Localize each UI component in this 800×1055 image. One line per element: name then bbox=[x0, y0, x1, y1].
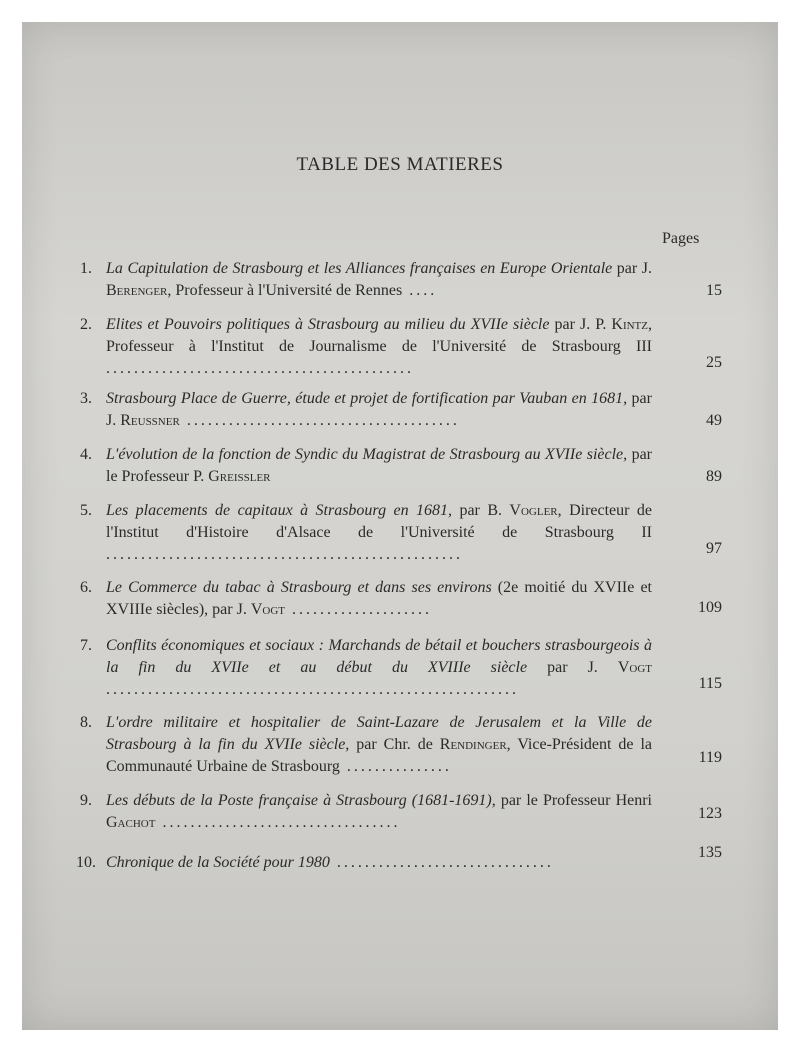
entry-number: 2. bbox=[80, 316, 92, 333]
entry-author: Berenger bbox=[106, 282, 168, 299]
pages-column-label: Pages bbox=[662, 230, 700, 247]
entry-byline: par J. bbox=[106, 390, 652, 429]
toc-entry-7 bbox=[80, 635, 652, 701]
entry-title: Le Commerce du tabac à Strasbourg et dans ses environs bbox=[106, 579, 492, 596]
entry-text bbox=[106, 635, 652, 701]
entry-text bbox=[106, 258, 652, 302]
entry-text bbox=[106, 852, 652, 874]
entry-number: 7. bbox=[80, 637, 92, 654]
toc-entry-4 bbox=[80, 444, 652, 488]
entry-byline: par B. bbox=[452, 502, 510, 519]
toc-entry-6 bbox=[80, 577, 652, 621]
entry-byline: par le Professeur P. bbox=[106, 446, 652, 485]
entry-page-number-10: 135 bbox=[698, 844, 722, 861]
entry-text bbox=[106, 444, 652, 488]
entry-title: Strasbourg Place de Guerre, étude et projet de fortification par Vauban en 1681, bbox=[106, 390, 628, 407]
entry-text bbox=[106, 500, 652, 566]
entry-byline: par J. bbox=[527, 659, 618, 676]
entry-page-number-4: 89 bbox=[706, 468, 722, 485]
entry-byline: par J. bbox=[612, 260, 653, 277]
entry-page-number-8: 119 bbox=[698, 749, 722, 766]
entry-number: 8. bbox=[80, 714, 92, 731]
entry-number: 1. bbox=[80, 260, 92, 277]
entry-text bbox=[106, 314, 652, 380]
entry-title: La Capitulation de Strasbourg et les Alliances françaises en Europe Orientale bbox=[106, 260, 613, 277]
entry-text bbox=[106, 388, 652, 432]
entry-page-number-2: 25 bbox=[706, 354, 722, 371]
entry-leader-dots: .................... bbox=[285, 601, 432, 618]
entry-leader-dots: ....................................... bbox=[179, 412, 460, 429]
entry-title: Les débuts de la Poste française à Strasbourg (1681-1691), bbox=[106, 792, 496, 809]
entry-number: 10. bbox=[76, 854, 96, 871]
book-page bbox=[22, 22, 778, 1030]
entry-number: 3. bbox=[80, 390, 92, 407]
entry-author: Vogler bbox=[509, 502, 558, 519]
entry-page-number-9: 123 bbox=[698, 805, 722, 822]
toc-entry-1 bbox=[80, 258, 652, 302]
entry-text bbox=[106, 790, 652, 834]
entry-leader-dots: ............................................ bbox=[106, 360, 414, 377]
entry-byline: par le Professeur Henri bbox=[495, 792, 652, 809]
toc-entry-10 bbox=[76, 852, 652, 874]
entry-title: Chronique de la Société pour 1980 bbox=[106, 854, 330, 871]
entry-number: 5. bbox=[80, 502, 92, 519]
entry-leader-dots: ................................................... bbox=[106, 546, 463, 563]
entry-title: Elites et Pouvoirs politiques à Strasbourg au milieu du XVIIe siècle bbox=[106, 316, 550, 333]
entry-number: 4. bbox=[80, 446, 92, 463]
entry-text bbox=[106, 577, 652, 621]
entry-author: Greissler bbox=[208, 468, 271, 485]
entry-leader-dots: ........................................................... bbox=[106, 681, 519, 698]
entry-affiliation: , Professeur à l'Institut de Journalisme de l'Université de Strasbourg III bbox=[106, 316, 652, 355]
entry-text bbox=[106, 712, 652, 778]
entry-affiliation: , Vice-Président de la Communauté Urbaine de Strasbourg bbox=[106, 736, 653, 775]
entry-page-number-3: 49 bbox=[706, 412, 722, 429]
toc-entry-9 bbox=[80, 790, 652, 834]
entry-byline: (2e moitié du XVIIe et XVIIIe siècles), par J. bbox=[106, 579, 652, 618]
entry-leader-dots: .................................. bbox=[155, 814, 401, 831]
toc-entry-8 bbox=[80, 712, 652, 778]
entry-byline: par J. P. bbox=[549, 316, 612, 333]
entry-page-number-6: 109 bbox=[698, 599, 722, 616]
entry-page-number-1: 15 bbox=[706, 282, 722, 299]
entry-author: Kintz bbox=[611, 316, 648, 333]
entry-byline: par Chr. de bbox=[349, 736, 440, 753]
entry-number: 9. bbox=[80, 792, 92, 809]
entry-title: Conflits économiques et sociaux : Marchands de bétail et bouchers strasbourgeois à la fin du XVIIe et au début du XVIIIe siècle bbox=[106, 637, 652, 676]
entry-author: Reussner bbox=[120, 412, 180, 429]
entry-author: Rendinger bbox=[439, 736, 507, 753]
page-title: TABLE DES MATIERES bbox=[296, 154, 504, 175]
toc-entry-3 bbox=[80, 388, 652, 432]
toc-entry-2 bbox=[80, 314, 652, 380]
entry-author: Vogt bbox=[250, 601, 285, 618]
entry-title: Les placements de capitaux à Strasbourg en 1681, bbox=[106, 502, 453, 519]
toc-entry-5 bbox=[80, 500, 652, 566]
entry-title: L'ordre militaire et hospitalier de Saint-Lazare de Jerusalem et la Ville de Strasbourg à la fin du XVIIe siècle, bbox=[106, 714, 652, 753]
entry-page-number-5: 97 bbox=[706, 540, 722, 557]
entry-author: Vogt bbox=[617, 659, 652, 676]
entry-affiliation: , Professeur à l'Université de Rennes bbox=[167, 282, 403, 299]
entry-affiliation: , Directeur de l'Institut d'Histoire d'Alsace de l'Université de Strasbourg II bbox=[106, 502, 653, 541]
entry-leader-dots: ............... bbox=[339, 758, 452, 775]
entry-title: L'évolution de la fonction de Syndic du Magistrat de Strasbourg au XVIIe siècle, bbox=[106, 446, 628, 463]
entry-leader-dots: .... bbox=[402, 282, 438, 299]
entry-author: Gachot bbox=[106, 814, 156, 831]
entry-leader-dots: ............................... bbox=[329, 854, 554, 871]
entry-page-number-7: 115 bbox=[698, 675, 722, 692]
entry-number: 6. bbox=[80, 579, 92, 596]
